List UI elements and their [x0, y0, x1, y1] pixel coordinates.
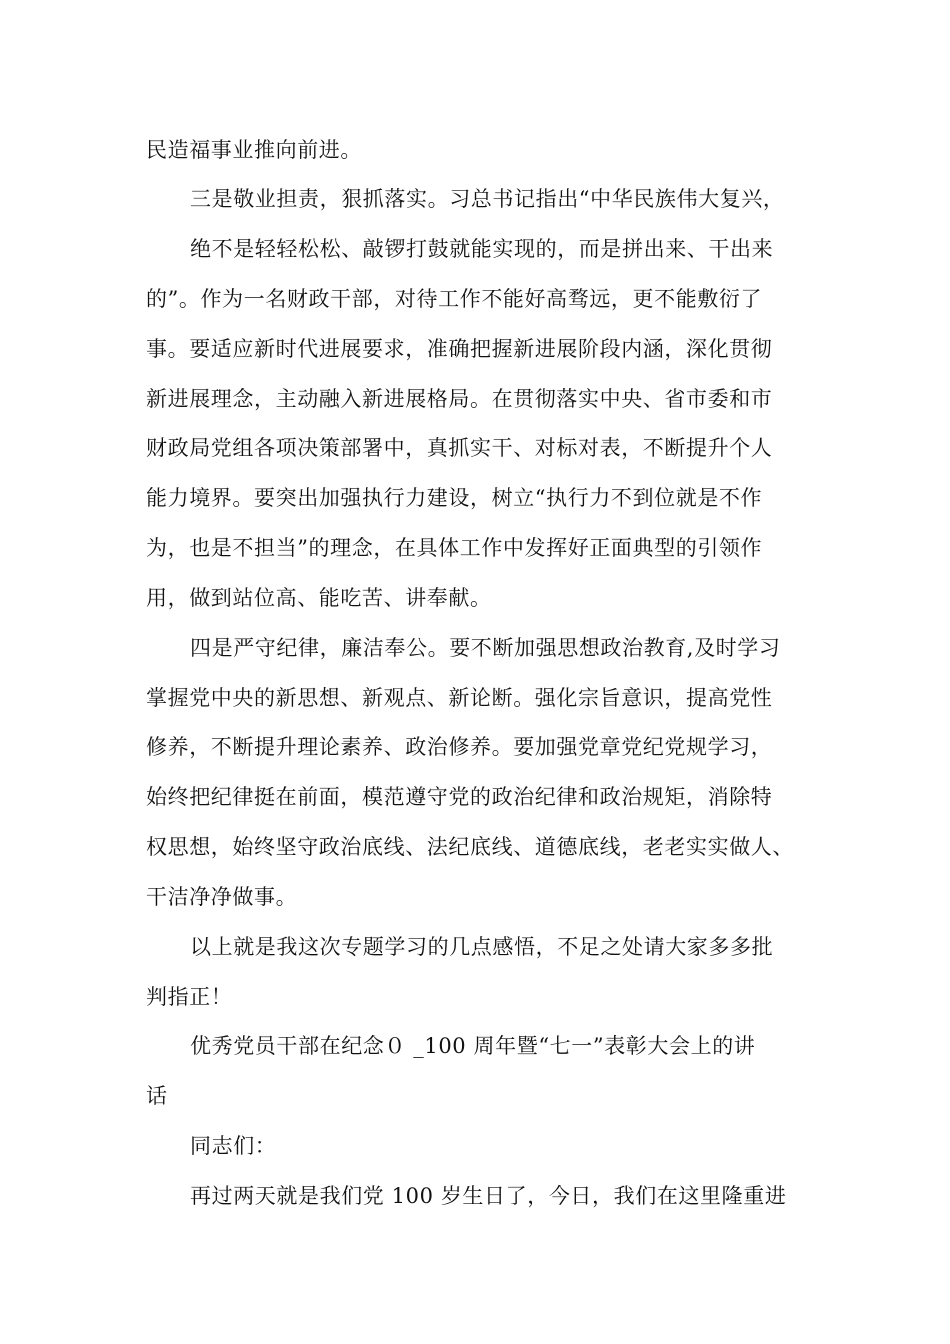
text-line: 民造福事业推向前进。 [146, 138, 362, 162]
text-line: 用，做到站位高、能吃苦、讲奉献。 [146, 586, 492, 610]
text-line: 判指正！ [146, 985, 233, 1009]
text-line: 三是敬业担责，狠抓落实。习总书记指出“中华民族伟大复兴， [190, 187, 785, 211]
speech-title-line: 优秀党员干部在纪念０ _100 周年暨“七一”表彰大会上的讲 [190, 1034, 756, 1058]
text-line: 权思想，始终坚守政治底线、法纪底线、道德底线，老老实实做人、 [146, 835, 794, 859]
text-line: 新进展理念，主动融入新进展格局。在贯彻落实中央、省市委和市 [146, 387, 773, 411]
text-line: 干洁净净做事。 [146, 885, 298, 909]
text-line: 四是严守纪律，廉洁奉公。要不断加强思想政治教育,及时学习 [190, 636, 781, 660]
text-line: 能力境界。要突出加强执行力建设，树立“执行力不到位就是不作 [146, 486, 763, 510]
speech-title-line: 话 [146, 1084, 168, 1108]
text-line: 以上就是我这次专题学习的几点感悟，不足之处请大家多多批 [190, 935, 774, 959]
salutation: 同志们： [190, 1134, 277, 1158]
text-line: 掌握党中央的新思想、新观点、新论断。强化宗旨意识，提高党性 [146, 686, 773, 710]
text-line: 的”。作为一名财政干部，对待工作不能好高骛远，更不能敷衍了 [146, 287, 763, 311]
text-line: 为，也是不担当”的理念，在具体工作中发挥好正面典型的引领作 [146, 536, 763, 560]
text-line: 再过两天就是我们党 100 岁生日了，今日，我们在这里隆重进 [190, 1184, 787, 1208]
text-line: 始终把纪律挺在前面，模范遵守党的政治纪律和政治规矩，消除特 [146, 785, 773, 809]
text-line: 事。要适应新时代进展要求，准确把握新进展阶段内涵，深化贯彻 [146, 337, 773, 361]
text-line: 绝不是轻轻松松、敲锣打鼓就能实现的，而是拼出来、干出来 [190, 237, 774, 261]
text-line: 修养，不断提升理论素养、政治修养。要加强党章党纪党规学习， [146, 735, 773, 759]
text-line: 财政局党组各项决策部署中，真抓实干、对标对表，不断提升个人 [146, 436, 773, 460]
